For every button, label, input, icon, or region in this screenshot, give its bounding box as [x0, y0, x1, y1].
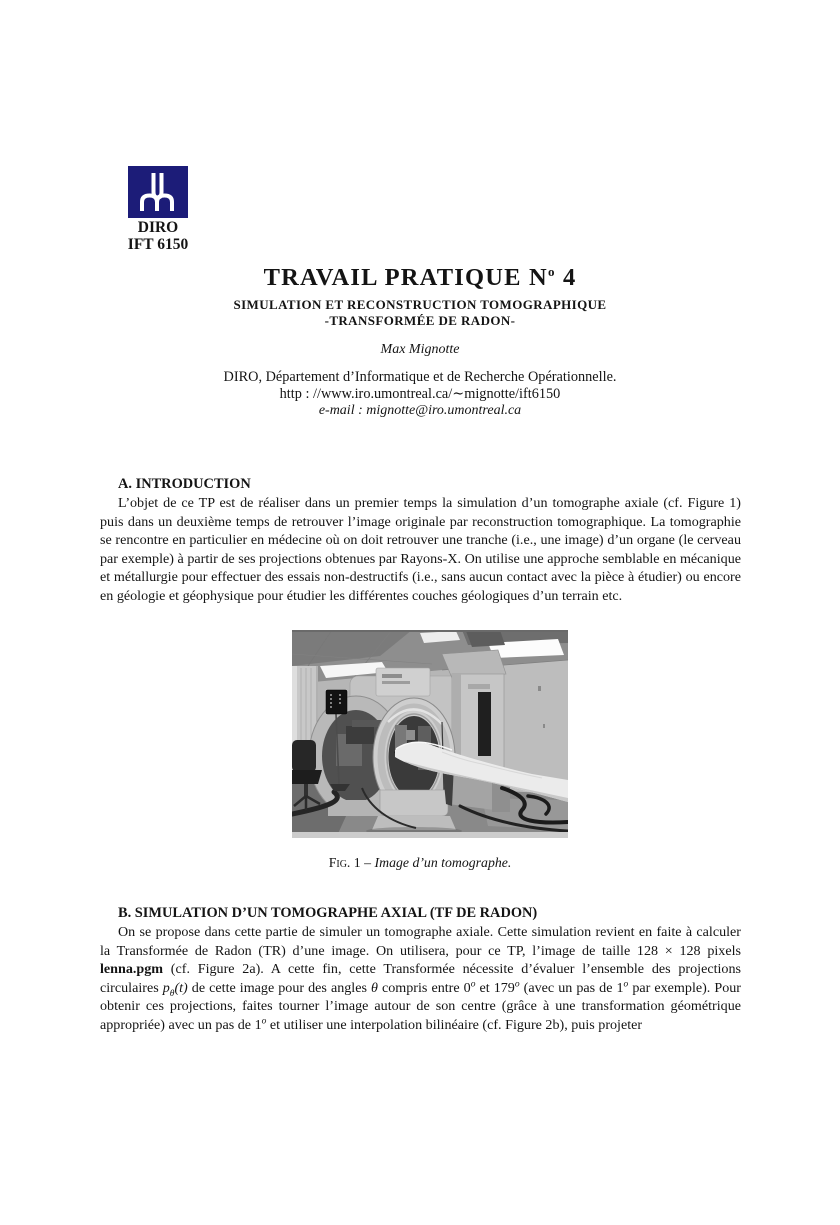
degree-superscript: o	[470, 978, 476, 989]
subtitle-line1: SIMULATION ET RECONSTRUCTION TOMOGRAPHIQUE	[233, 297, 607, 312]
tomograph-photo	[292, 630, 568, 838]
section-b-heading: B. SIMULATION D’UN TOMOGRAPHE AXIAL (TF DE RADON)	[118, 905, 538, 921]
filename-lenna-pgm: lenna.pgm	[100, 961, 164, 978]
math-theta-subscript: θ	[169, 988, 175, 999]
department-label: DIRO	[137, 219, 179, 236]
text-run: (cf. Figure 2a). A cette fin, cette Transformée nécessite d’évaluer l’ensemble des projections circulaires	[100, 961, 741, 996]
text-run: de cette image pour des angles	[187, 979, 372, 996]
section-a-heading: A. INTRODUCTION	[118, 476, 251, 492]
text-run: et utiliser une interpolation bilinéaire (cf. Figure 2b), puis projeter	[266, 1016, 643, 1033]
degree-superscript: o	[261, 1016, 267, 1027]
udem-logo	[128, 166, 188, 218]
text-run: TRAVAIL PRATIQUE N	[263, 264, 548, 291]
document-title	[0, 264, 840, 292]
text-run: 4	[555, 264, 577, 291]
math-t-arg: (t)	[174, 979, 188, 996]
figure-1	[292, 630, 568, 838]
math-p: p	[162, 979, 170, 996]
text-run: et 179	[475, 979, 515, 996]
text-run: par exemple). Pour obtenir ces projections, faites tourner l’image autour de son centre (grâce à une transformation géométrique appropriée) avec un pas de 1	[100, 979, 741, 1033]
figure-1-caption	[0, 855, 840, 871]
text-run: (avec un pas de 1	[519, 979, 624, 996]
text-run: On se propose dans cette partie de simuler un tomographe axiale. Cette simulation revient en faite à calculer la Transformée de Radon (TR) d’une image. On utilisera, pour ce TP, l’image de taille 128 × 128 pixels	[100, 924, 741, 959]
math-theta: θ	[371, 979, 378, 996]
degree-superscript: o	[514, 978, 520, 989]
udem-logo-icon	[128, 166, 188, 218]
degree-superscript: o	[623, 978, 629, 989]
course-url: http : //www.iro.umontreal.ca/∼mignotte/ift6150	[279, 386, 561, 402]
text-run: compris entre 0	[377, 979, 471, 996]
section-a-paragraph: L’objet de ce TP est de réaliser dans un premier temps la simulation d’un tomographe axiale (cf. Figure 1) puis dans un deuxième temps de retrouver l’image originale par reconstruction tomographique. La tomographie se rencontre en particulier en médecine où on doit retrouver une tranche (i.e., une image) d’un organe (le cerveau par exemple) à partir de ses projections obtenues par Rayons-X. On utilise une approche semblable en mécanique et métallurgie pour effectuer des essais non-destructifs (i.e., sans aucun contact avec la pièce à étudier) ou encore en géologie et géophysique pour étudier les différentes couches géologiques d’un terrain etc.	[100, 495, 741, 604]
caption-text: Image d’un tomographe.	[374, 855, 512, 870]
author-email: e-mail : mignotte@iro.umontreal.ca	[318, 403, 522, 418]
caption-label: Fig. 1 –	[328, 855, 375, 870]
author-name: Max Mignotte	[380, 342, 460, 357]
title-superscript: o	[547, 263, 556, 279]
course-code: IFT 6150	[127, 236, 189, 253]
subtitle-line2: -TRANSFORMÉE DE RADON-	[324, 312, 516, 328]
section-b-paragraph	[100, 923, 741, 1034]
affiliation: DIRO, Département d’Informatique et de Recherche Opérationnelle.	[223, 369, 617, 385]
